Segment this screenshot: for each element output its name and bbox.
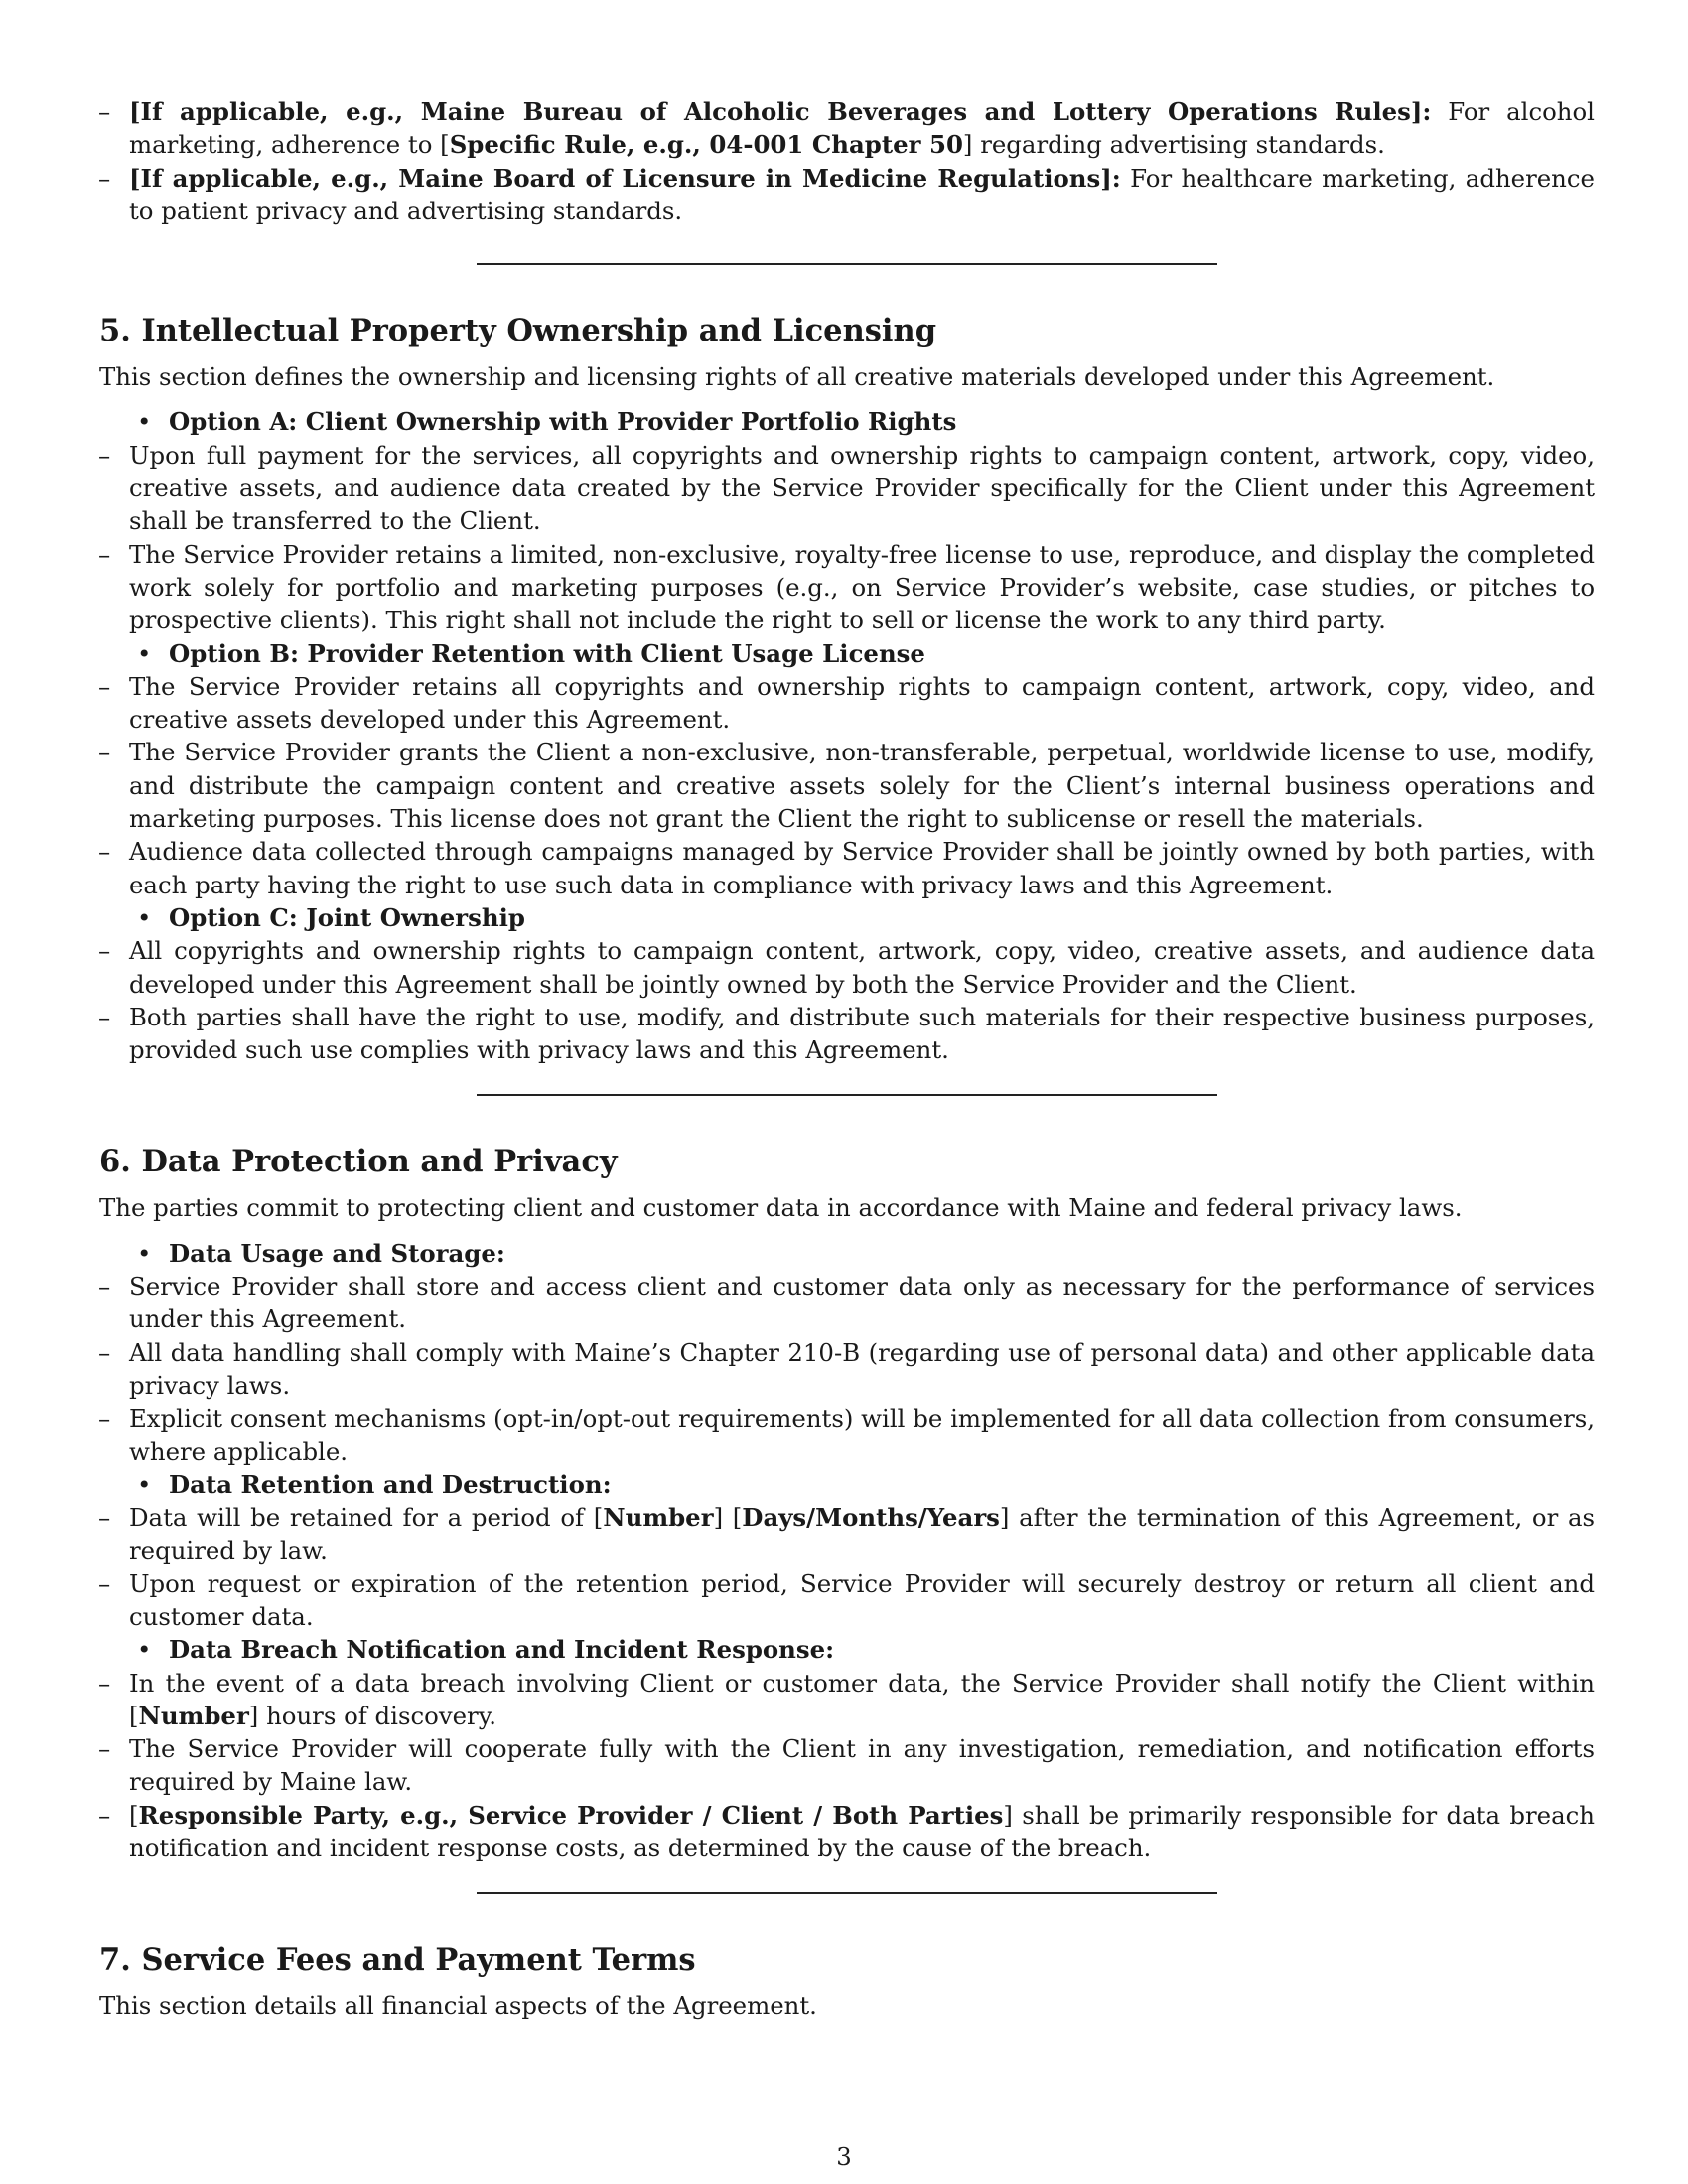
list-item: – [Responsible Party, e.g., Service Provider / Client / Both Parties] shall be primarily responsible for data breach notification and incident response costs, as determined by the cause of the breach.: [98, 1800, 1595, 1863]
list-item: – Upon full payment for the services, all copyrights and ownership rights to campaign content, artwork, copy, video, creative assets, and audience data created by the Service Provider specifically for the Client under this Agreement shall be transferred to the Client.: [98, 440, 1595, 536]
list-item: – Upon request or expiration of the retention period, Service Provider will securely destroy or return all client and customer data.: [98, 1569, 1595, 1631]
list-item: – Both parties shall have the right to use, modify, and distribute such materials for their respective business purposes, provided such use complies with privacy laws and this Agreement.: [98, 1002, 1595, 1065]
continued-list: [99, 95, 1595, 227]
list-item: – The Service Provider retains all copyrights and ownership rights to campaign content, artwork, copy, video, and creative assets developed under this Agreement.: [98, 671, 1595, 735]
list-item: – The Service Provider grants the Client a non-exclusive, non-transferable, perpetual, worldwide license to use, modify, and distribute the campaign content and creative assets solely for the Client’s internal business operations and marketing purposes. This license does not grant the Client the right to sublicense or resell the materials.: [98, 738, 1595, 834]
list-item: – Explicit consent mechanisms (opt-in/opt-out requirements) will be implemented for all data collection from consumers, where applicable.: [98, 1404, 1595, 1466]
subsection-title: • Data Usage and Storage:: [137, 1238, 505, 1268]
section-intro: This section defines the ownership and licensing rights of all creative materials developed under this Agreement.: [99, 362, 1495, 392]
subsection-title: • Data Breach Notification and Incident Response:: [137, 1635, 835, 1665]
section-divider: [477, 1892, 1217, 1894]
list-item: – All data handling shall comply with Maine’s Chapter 210-B (regarding use of personal data) and other applicable data privacy laws.: [98, 1337, 1595, 1400]
section-heading: 6. Data Protection and Privacy: [99, 1144, 618, 1180]
section-intro: The parties commit to protecting client and customer data in accordance with Maine and federal privacy laws.: [99, 1193, 1463, 1223]
option-title: • Option C: Joint Ownership: [137, 902, 525, 932]
list-item: – Audience data collected through campaigns managed by Service Provider shall be jointly owned by both parties, with each party having the right to use such data in compliance with privacy laws and this Agreement.: [98, 837, 1595, 899]
section-divider: [477, 1094, 1217, 1096]
section-heading: 5. Intellectual Property Ownership and Licensing: [99, 313, 937, 349]
option-title: • Option B: Provider Retention with Client Usage License: [137, 638, 925, 668]
section-heading: 7. Service Fees and Payment Terms: [99, 1942, 696, 1979]
subsection-title: • Data Retention and Destruction:: [137, 1469, 612, 1499]
list-item: – The Service Provider will cooperate fully with the Client in any investigation, remediation, and notification efforts required by Maine law.: [98, 1734, 1595, 1797]
document-page: [99, 95, 1595, 2023]
list-item: – Data will be retained for a period of [Number] [Days/Months/Years] after the termination of this Agreement, or as required by law.: [98, 1503, 1595, 1566]
section-divider: [477, 263, 1217, 265]
list-item: – All copyrights and ownership rights to campaign content, artwork, copy, video, creative assets, and audience data developed under this Agreement shall be jointly owned by both the Service Provider and the Client.: [98, 936, 1595, 999]
list-item: – The Service Provider retains a limited, non-exclusive, royalty-free license to use, reproduce, and display the completed work solely for portfolio and marketing purposes (e.g., on Service Provider’s website, case studies, or pitches to prospective clients). This right shall not include the right to sell or license the work to any third party.: [98, 539, 1595, 635]
list-item: – [If applicable, e.g., Maine Board of Licensure in Medicine Regulations]: For healthcare marketing, adherence to patient privacy and advertising standards.: [98, 163, 1595, 225]
list-item: – [If applicable, e.g., Maine Bureau of Alcoholic Beverages and Lottery Operations Rules]: For alcohol marketing, adherence to [Specific Rule, e.g., 04-001 Chapter 50] regarding advertising standards.: [98, 97, 1595, 160]
option-title: • Option A: Client Ownership with Provider Portfolio Rights: [137, 407, 957, 437]
list-item: – Service Provider shall store and access client and customer data only as necessary for the performance of services under this Agreement.: [98, 1272, 1595, 1334]
section-intro: This section details all financial aspects of the Agreement.: [99, 1991, 817, 2021]
page-number: 3: [836, 2142, 852, 2171]
list-item: – In the event of a data breach involving Client or customer data, the Service Provider shall notify the Client within [Number] hours of discovery.: [98, 1668, 1595, 1730]
